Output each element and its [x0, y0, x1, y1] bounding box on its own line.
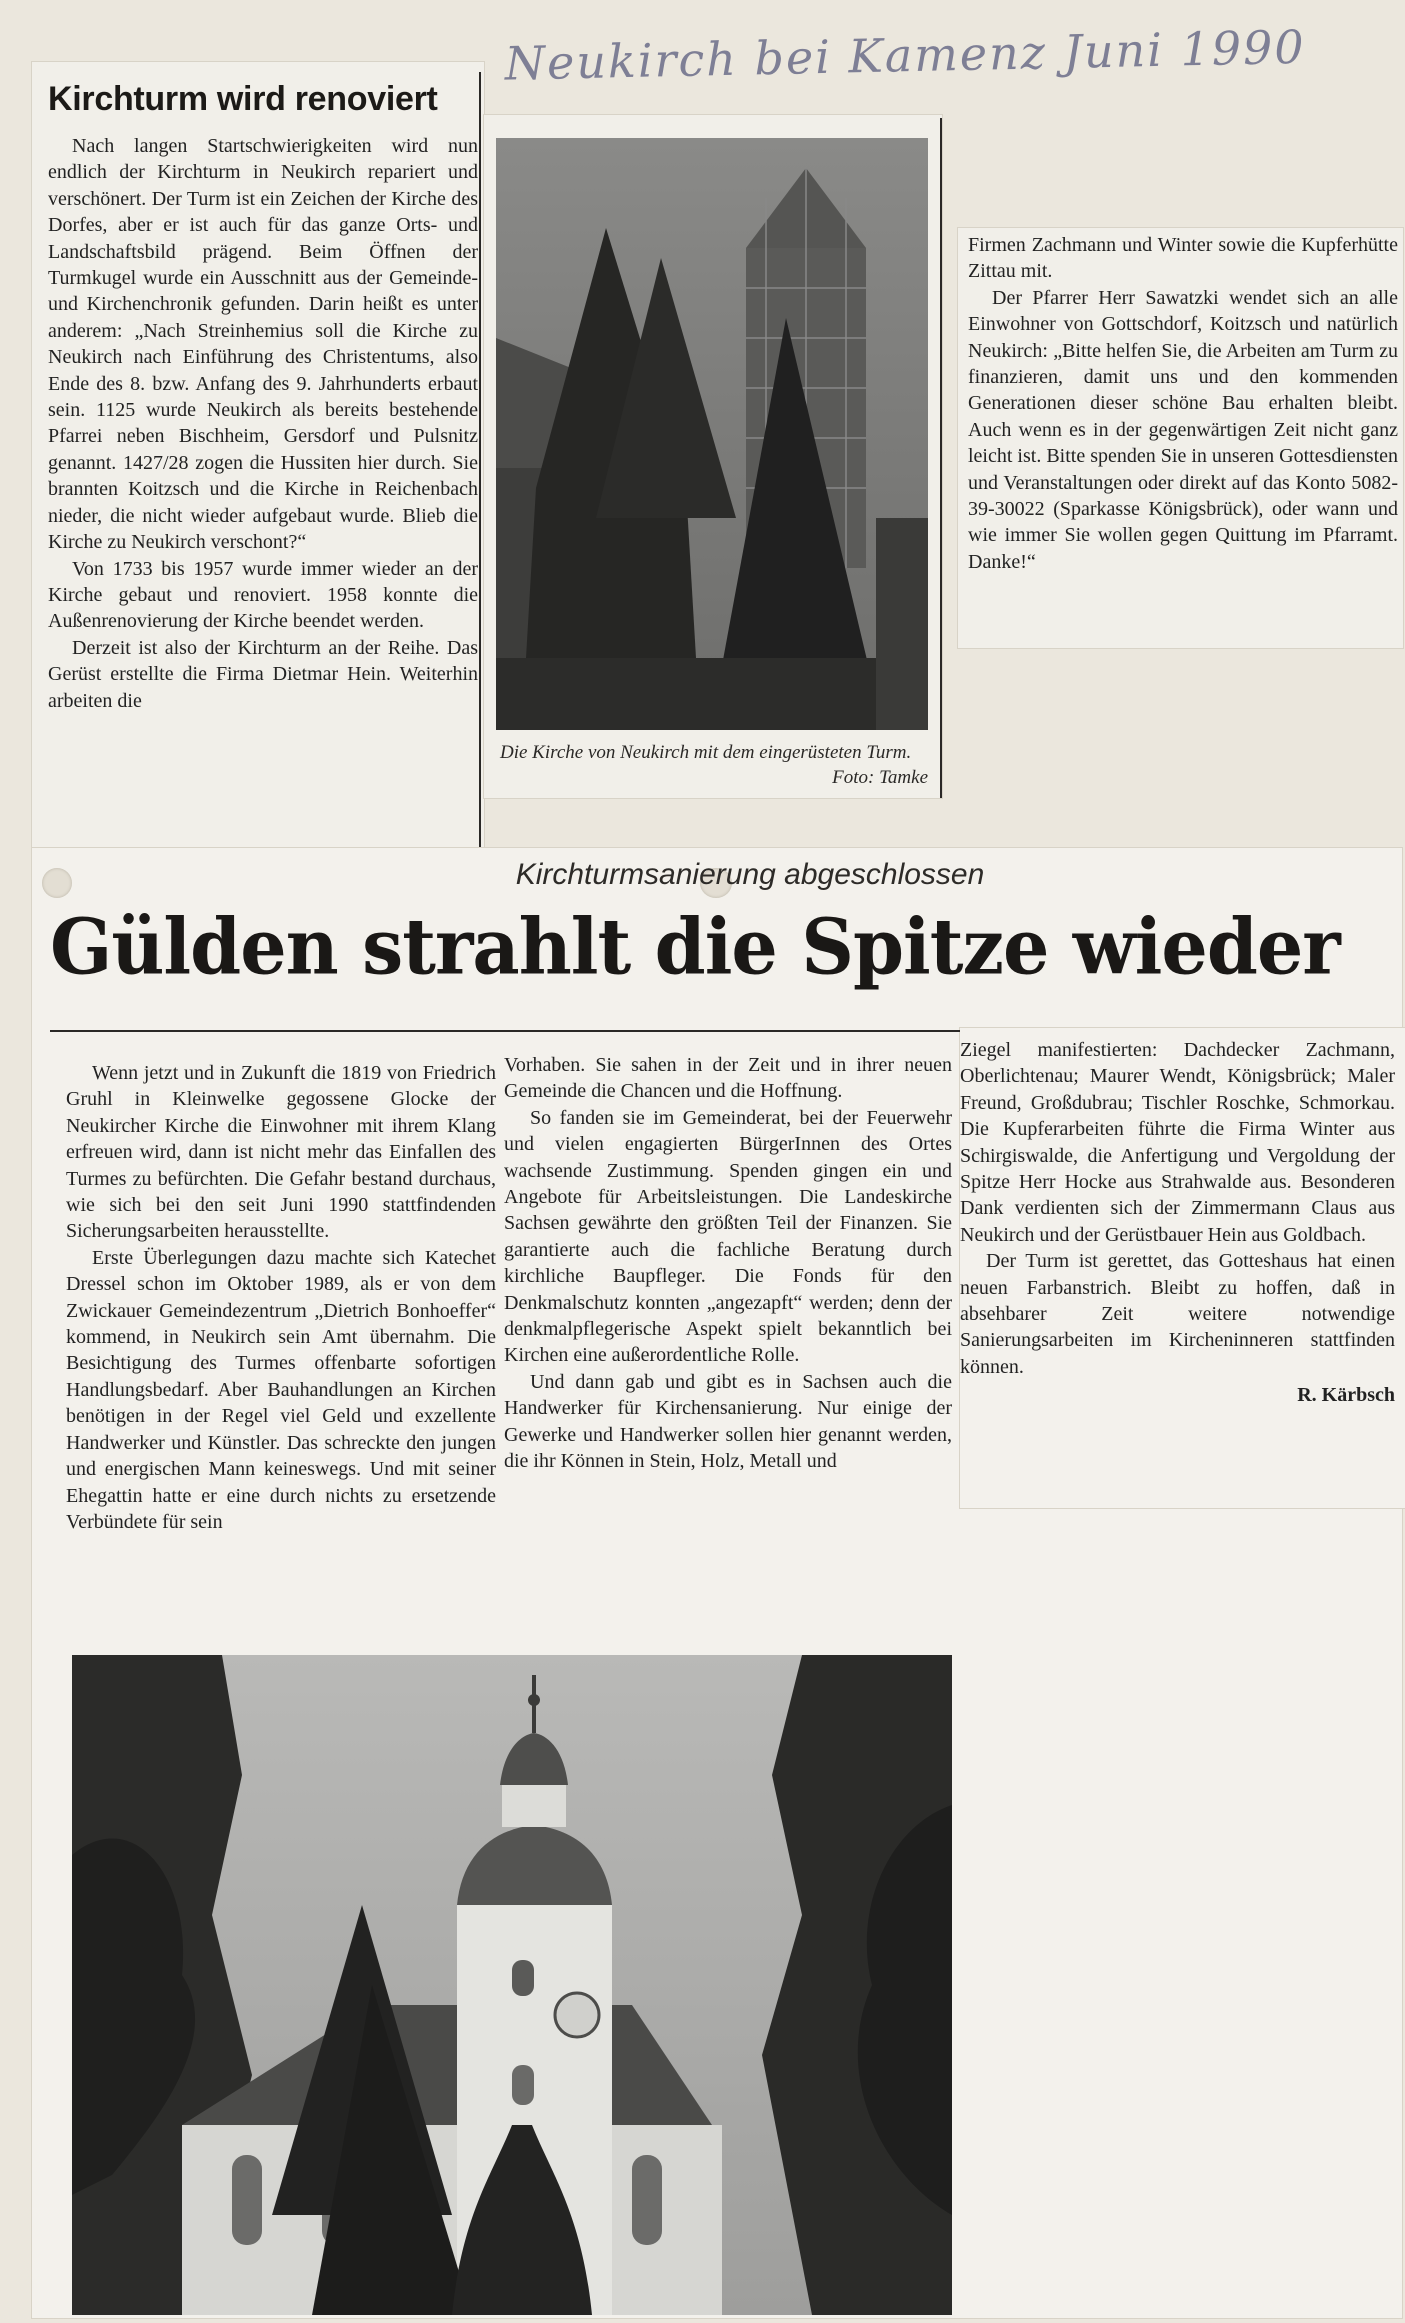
paragraph: Firmen Zachmann und Winter sowie die Kupferhütte Zittau mit. [968, 234, 1398, 283]
headline-rule [50, 1030, 960, 1032]
column-rule [479, 72, 481, 847]
article2-column-1 [66, 1060, 496, 1535]
column-rule [940, 118, 942, 798]
handwritten-note: Neukirch bei Kamenz Juni 1990 [504, 19, 1307, 91]
church-tower-photo [72, 1655, 952, 2315]
paragraph: Der Turm ist gerettet, das Gotteshaus hat einen neuen Farbanstrich. Bleibt zu hoffen, daß in absehbarer Zeit weitere notwendige Sanierungsarbeiten im Kircheninneren stattfinden können. [960, 1250, 1395, 1378]
caption-text: Die Kirche von Neukirch mit dem eingerüsteten Turm. [500, 742, 912, 763]
photo-caption [500, 740, 928, 788]
paragraph: Wenn jetzt und in Zukunft die 1819 von Friedrich Gruhl in Kleinwelke gegossene Glocke der Neukircher Kirche die Einwohner mit ihrem Klang erfreuen wird, dann ist nicht mehr das Einfallen des Turmes zu befürchten. Die Gefahr bestand durchaus, wie sich bei den seit Juni 1990 stattfindenden Sicherungsarbeiten herausstellte. [66, 1062, 496, 1243]
article1-headline: Kirchturm wird renoviert [48, 80, 438, 118]
paragraph: Derzeit ist also der Kirchturm an der Reihe. Das Gerüst erstellte die Firma Dietmar Hein. Weiterhin arbeiten die [48, 636, 478, 712]
paragraph: Ziegel manifestierten: Dachdecker Zachmann, Oberlichtenau; Maurer Wendt, Königsbrück; Maler Freund, Großdubrau; Tischler Roschke, Schmorkau. Die Kupferarbeiten führte die Firma Winter aus Schirgiswalde, die Anfertigung und Vergoldung der Spitze Herr Hocke aus Strahwalde aus. Besonderen Dank verdienten sich der Zimmermann Claus aus Neukirch und der Gerüstbauer Hein aus Goldbach. [960, 1039, 1395, 1246]
photo-credit: Foto: Tamke [832, 767, 928, 788]
paragraph: Vorhaben. Sie sahen in der Zeit und in ihrer neuen Gemeinde die Chancen und die Hoffnung. [504, 1054, 952, 1103]
article1-column-1 [48, 133, 478, 714]
article2-column-3 [960, 1037, 1395, 1409]
church-scaffold-photo [496, 138, 928, 730]
article2-column-2 [504, 1052, 952, 1475]
article2-kicker: Kirchturmsanierung abgeschlossen [515, 858, 985, 891]
paragraph: Der Pfarrer Herr Sawatzki wendet sich an alle Einwohner von Gottschdorf, Koitzsch und natürlich Neukirch: „Bitte helfen Sie, die Arbeiten am Turm zu finanzieren, damit uns und den kommenden Generationen dieser schöne Bau erhalten bleibt. Auch wenn es in der gegenwärtigen Zeit nicht ganz leicht ist. Bitte spenden Sie in unseren Gottesdiensten und Veranstaltungen oder direkt auf das Konto 5082-39-30022 (Sparkasse Königsbrück), oder wann und wie immer Sie wollen gegen Quittung im Pfarramt. Danke!“ [968, 286, 1398, 573]
paragraph: Und dann gab und gibt es in Sachsen auch die Handwerker für Kirchensanierung. Nur einige der Gewerke und Handwerker sollen hier genannt werden, die ihr Können in Stein, Holz, Metall und [504, 1370, 952, 1473]
paragraph: Von 1733 bis 1957 wurde immer wieder an der Kirche gebaut und renoviert. 1958 konnte die Außenrenovierung der Kirche beendet werden. [48, 557, 478, 633]
paragraph: So fanden sie im Gemeinderat, bei der Feuerwehr und vielen engagierten BürgerInnen des Ortes wachsende Zustimmung. Spenden gingen ein und Angebote für Arbeitsleistungen. Die Landeskirche Sachsen gewährte den größten Teil der Finanzen. Sie garantierte auch die fachliche Beratung durch kirchliche Baupfleger. Die Fonds für den Denkmalschutz konnten „angezapft“ werden; denn der denkmalpflegerische Aspekt spielt bekanntlich bei Kirchen eine außerordentliche Rolle. [504, 1106, 952, 1367]
punch-hole [42, 868, 72, 898]
paragraph: Erste Überlegungen dazu machte sich Katechet Dressel schon im Oktober 1989, als er von dem Zwickauer Gemeindezentrum „Dietrich Bonhoeffer“ kommend, in Neukirch sein Amt übernahm. Die Besichtigung des Turmes offenbarte sofortigen Handlungsbedarf. Aber Bauhandlungen an Kirchen benötigen in der Regel viel Geld und exzellente Handwerker und Künstler. Das schreckte den jungen und energischen Mann keineswegs. Und mit seiner Ehegattin hatte er eine durch nichts zu ersetzende Verbündete für sein [66, 1246, 496, 1533]
author-byline: R. Kärbsch [1297, 1384, 1395, 1407]
article1-column-2 [968, 232, 1398, 575]
paragraph: Nach langen Startschwierigkeiten wird nun endlich der Kirchturm in Neukirch repariert und verschönert. Der Turm ist ein Zeichen der Kirche des Dorfes, aber er ist auch für das ganze Orts- und Landschaftsbild prägend. Beim Öffnen der Turmkugel wurde ein Ausschnitt aus der Gemeinde- und Kirchenchronik gefunden. Darin heißt es unter anderem: „Nach Streinhemius soll die Kirche zu Neukirch nach Einführung des Christentums, also Ende des 8. bzw. Anfang des 9. Jahrhunderts erbaut sein. 1125 wurde Neukirch als bereits bestehende Pfarrei neben Bischheim, Gersdorf und Pulsnitz genannt. 1427/28 zogen die Hussiten hier durch. Sie brannten Koitzsch und die Kirche in Reichenbach nieder, die nicht wieder aufgebaut wurde. Blieb die Kirche zu Neukirch verschont?“ [48, 135, 478, 554]
article2-headline: Gülden strahlt die Spitze wieder [50, 902, 1340, 993]
